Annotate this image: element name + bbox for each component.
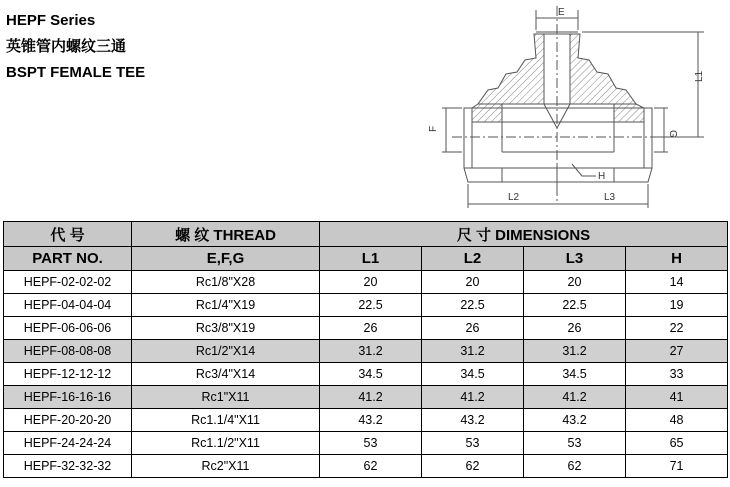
- l2-cell: 62: [422, 455, 524, 478]
- l2-cell: 53: [422, 432, 524, 455]
- table-row: [4, 294, 728, 317]
- table-row: [4, 271, 728, 294]
- part-cell: HEPF-06-06-06: [4, 317, 132, 340]
- spec-table: [3, 221, 728, 478]
- header-thread-sub: E,F,G: [132, 247, 320, 271]
- header-thread: 螺 纹 THREAD: [132, 222, 320, 247]
- part-cell: HEPF-04-04-04: [4, 294, 132, 317]
- header-dimensions: 尺 寸 DIMENSIONS: [320, 222, 728, 247]
- label-e: E: [558, 7, 565, 18]
- thread-cell: Rc1.1/2"X11: [132, 432, 320, 455]
- tee-technical-drawing: [428, 4, 728, 214]
- l3-cell: 62: [524, 455, 626, 478]
- left-port-section: [472, 104, 502, 122]
- h-cell: 48: [626, 409, 728, 432]
- table-row: [4, 432, 728, 455]
- h-cell: 65: [626, 432, 728, 455]
- part-cell: HEPF-16-16-16: [4, 386, 132, 409]
- label-l2: L2: [508, 192, 520, 203]
- h-cell: 41: [626, 386, 728, 409]
- thread-cell: Rc3/4"X14: [132, 363, 320, 386]
- english-title: BSPT FEMALE TEE: [6, 64, 146, 81]
- h-cell: 19: [626, 294, 728, 317]
- header-l2: L2: [422, 247, 524, 271]
- l3-cell: 34.5: [524, 363, 626, 386]
- label-l1: L1: [694, 70, 705, 82]
- header: [6, 8, 145, 86]
- thread-cell: Rc3/8"X19: [132, 317, 320, 340]
- label-l3: L3: [604, 192, 616, 203]
- l1-cell: 20: [320, 271, 422, 294]
- table-row: [4, 455, 728, 478]
- l1-cell: 31.2: [320, 340, 422, 363]
- label-g: G: [667, 130, 678, 138]
- part-cell: HEPF-32-32-32: [4, 455, 132, 478]
- l2-cell: 41.2: [422, 386, 524, 409]
- l3-cell: 41.2: [524, 386, 626, 409]
- part-cell: HEPF-20-20-20: [4, 409, 132, 432]
- l1-cell: 62: [320, 455, 422, 478]
- l3-cell: 20: [524, 271, 626, 294]
- header-part-no: PART NO.: [4, 247, 132, 271]
- h-cell: 27: [626, 340, 728, 363]
- part-cell: HEPF-24-24-24: [4, 432, 132, 455]
- thread-cell: Rc1/8"X28: [132, 271, 320, 294]
- l3-cell: 53: [524, 432, 626, 455]
- table-row: [4, 386, 728, 409]
- label-h: H: [598, 171, 606, 182]
- header-h: H: [626, 247, 728, 271]
- thread-cell: Rc1/2"X14: [132, 340, 320, 363]
- l1-cell: 26: [320, 317, 422, 340]
- part-cell: HEPF-08-08-08: [4, 340, 132, 363]
- header-code: 代 号: [4, 222, 132, 247]
- chinese-title: 英锥管内螺纹三通: [6, 38, 127, 55]
- top-branch-section: [478, 34, 544, 104]
- l1-cell: 53: [320, 432, 422, 455]
- l3-cell: 31.2: [524, 340, 626, 363]
- header-row-1: [4, 222, 728, 247]
- l2-cell: 34.5: [422, 363, 524, 386]
- l3-cell: 26: [524, 317, 626, 340]
- h-cell: 71: [626, 455, 728, 478]
- h-cell: 22: [626, 317, 728, 340]
- part-cell: HEPF-12-12-12: [4, 363, 132, 386]
- l1-cell: 22.5: [320, 294, 422, 317]
- l2-cell: 26: [422, 317, 524, 340]
- header-l3: L3: [524, 247, 626, 271]
- table-row: [4, 317, 728, 340]
- table-row: [4, 363, 728, 386]
- table-row: [4, 340, 728, 363]
- l2-cell: 31.2: [422, 340, 524, 363]
- l1-cell: 34.5: [320, 363, 422, 386]
- l3-cell: 43.2: [524, 409, 626, 432]
- table-row: [4, 409, 728, 432]
- h-cell: 14: [626, 271, 728, 294]
- l2-cell: 22.5: [422, 294, 524, 317]
- l2-cell: 43.2: [422, 409, 524, 432]
- l1-cell: 43.2: [320, 409, 422, 432]
- thread-cell: Rc1"X11: [132, 386, 320, 409]
- part-cell: HEPF-02-02-02: [4, 271, 132, 294]
- l3-cell: 22.5: [524, 294, 626, 317]
- thread-cell: Rc1.1/4"X11: [132, 409, 320, 432]
- header-row-2: [4, 247, 728, 271]
- series-title: HEPF Series: [6, 12, 96, 29]
- label-f: F: [428, 125, 439, 132]
- l1-cell: 41.2: [320, 386, 422, 409]
- thread-cell: Rc2"X11: [132, 455, 320, 478]
- header-l1: L1: [320, 247, 422, 271]
- l2-cell: 20: [422, 271, 524, 294]
- thread-cell: Rc1/4"X19: [132, 294, 320, 317]
- h-cell: 33: [626, 363, 728, 386]
